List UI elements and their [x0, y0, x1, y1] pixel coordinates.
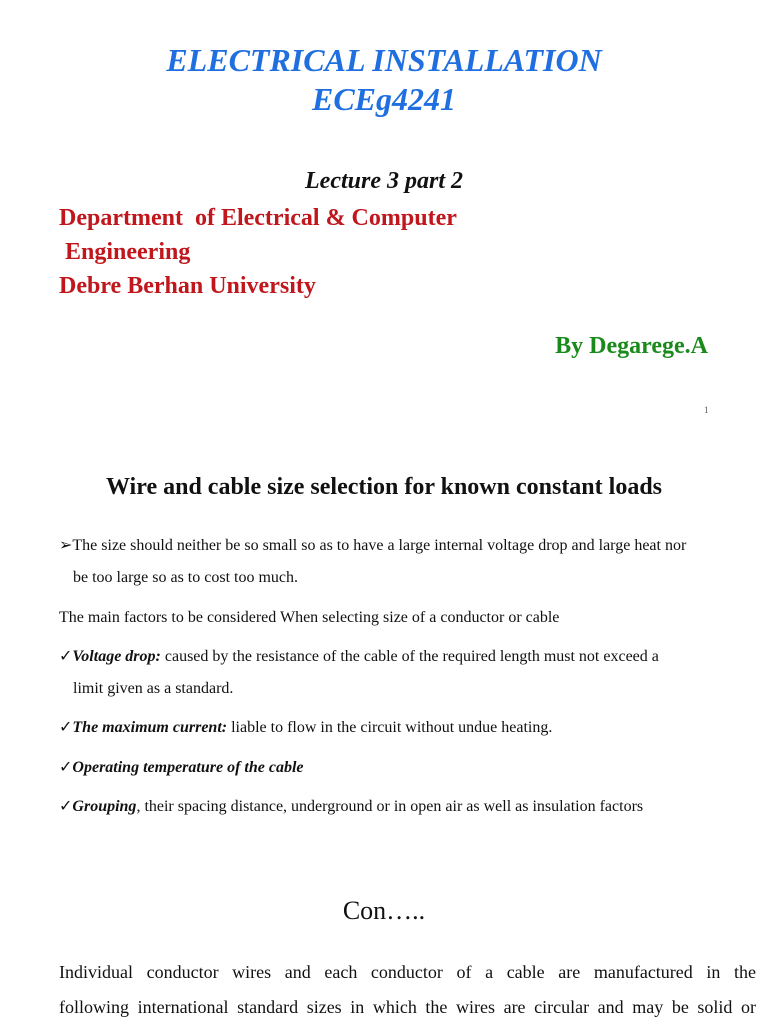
factor-label: Voltage drop:: [72, 648, 161, 665]
slide-title: Wire and cable size selection for known constant loads: [105, 474, 663, 500]
course-code: ECEg4241: [311, 81, 457, 117]
check-icon: ✓: [59, 648, 73, 665]
check-icon: ✓: [59, 798, 73, 815]
bullet-paragraph: [59, 530, 759, 594]
check-icon: ✓: [59, 759, 73, 776]
continuation-heading: Con…..: [342, 896, 426, 925]
department-block: [59, 201, 457, 303]
body-paragraph: [59, 955, 756, 1025]
university-name: Debre Berhan University: [59, 273, 316, 299]
factor-item: [59, 791, 759, 823]
factor-item: [59, 752, 759, 784]
factor-text: caused by the resistance of the cable of the required length must not exceed a: [160, 648, 659, 665]
factor-label: The maximum current:: [72, 719, 228, 736]
factor-item: [59, 641, 759, 705]
bullet-text-line-1: The size should neither be so small so as to have a large internal voltage drop and large heat nor: [72, 537, 687, 554]
author: By Degarege.A: [555, 333, 708, 359]
factor-text: liable to flow in the circuit without undue heating.: [227, 719, 553, 736]
factors-intro: The main factors to be considered When selecting size of a conductor or cable: [59, 609, 560, 626]
bullet-text-line-2: be too large so as to cost too much.: [73, 569, 298, 586]
factor-label: Grouping: [72, 798, 137, 815]
body-line-1: Individual conductor wires and each conductor of a cable are manufactured in the: [59, 962, 756, 982]
factor-text-cont: limit given as a standard.: [73, 680, 234, 697]
body-line-2: following international standard sizes in which the wires are circular and may be solid or: [59, 997, 756, 1017]
lecture-label: Lecture 3 part 2: [305, 168, 463, 194]
check-icon: ✓: [59, 719, 73, 736]
department-line-2: Engineering: [59, 239, 191, 265]
factor-item: [59, 712, 759, 744]
page-number: 1: [704, 405, 709, 415]
department-line-1: Department of Electrical & Computer: [59, 205, 457, 231]
factor-label: Operating temperature of the cable: [72, 759, 304, 776]
arrow-bullet-icon: ➢: [59, 537, 73, 554]
course-title: ELECTRICAL INSTALLATION: [166, 42, 602, 78]
factor-text: , their spacing distance, underground or in open air as well as insulation factors: [136, 798, 644, 815]
